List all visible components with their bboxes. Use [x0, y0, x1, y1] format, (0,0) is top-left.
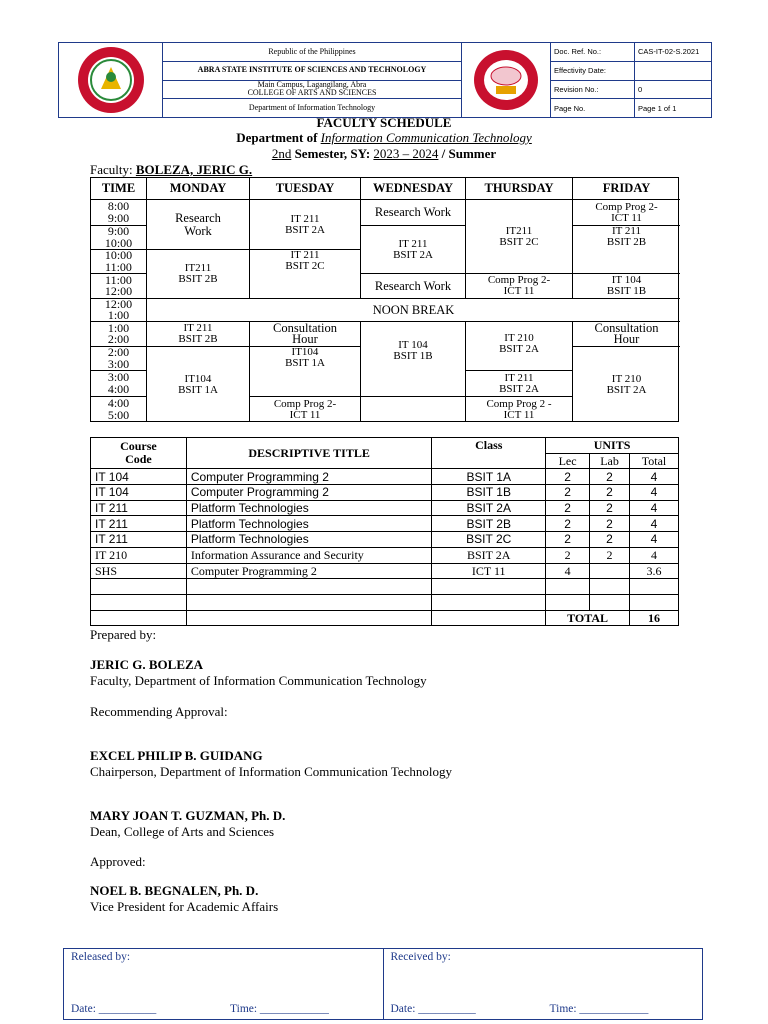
course-title: Platform Technologies: [186, 516, 432, 532]
time-slot: 8:00 9:00: [91, 200, 147, 226]
page-title: FACULTY SCHEDULE: [316, 115, 452, 130]
course-lec: 2: [546, 469, 590, 485]
thursday-comp-prog: Comp Prog 2- ICT 11: [466, 274, 573, 299]
course-lec: 2: [546, 516, 590, 532]
page-value: Page 1 of 1: [638, 103, 677, 113]
course-title: Computer Programming 2: [186, 563, 432, 579]
course-code: IT 210: [91, 547, 187, 563]
doc-ref-label: Doc. Ref. No.:: [551, 43, 635, 61]
total-value: 16: [630, 610, 679, 626]
document-header: [58, 42, 712, 118]
table-row-empty: [91, 579, 679, 595]
course-total: 4: [630, 547, 679, 563]
table-row: [91, 563, 679, 579]
time-slot: 9:00 10:00: [91, 226, 147, 250]
header-monday: MONDAY: [147, 178, 250, 200]
college-logo: [461, 43, 551, 117]
received-time: Time: ____________: [549, 1003, 649, 1015]
header-total: Total: [630, 453, 679, 469]
course-lec: 2: [546, 485, 590, 501]
course-total: 4: [630, 532, 679, 548]
released-time: Time: ____________: [230, 1003, 329, 1015]
faculty-name: BOLEZA, JERIC G.: [135, 162, 253, 177]
wednesday-research-pm: Research Work: [361, 274, 466, 299]
received-date: Date: __________: [390, 1003, 476, 1015]
header-department: Department of Information Technology: [248, 102, 376, 112]
vp-role: Vice President for Academic Affairs: [90, 899, 279, 914]
course-title: Computer Programming 2: [186, 485, 432, 501]
released-date: Date: __________: [71, 1003, 157, 1015]
course-lab: 2: [590, 500, 630, 516]
course-total: 3.6: [630, 563, 679, 579]
header-wednesday: WEDNESDAY: [361, 178, 466, 200]
course-title: Information Assurance and Security: [186, 547, 432, 563]
preparer-name-text: JERIC G. BOLEZA: [90, 657, 204, 672]
prepared-by-label: Prepared by:: [90, 627, 157, 642]
time-slot: 2:00 3:00: [91, 347, 147, 371]
time-slot: 12:00 1:00: [91, 299, 147, 322]
revision-label: Revision No.:: [551, 81, 635, 99]
course-total: 4: [630, 516, 679, 532]
chair-name-text: EXCEL PHILIP B. GUIDANG: [90, 748, 263, 763]
chair-name: [90, 748, 263, 764]
semester-line: [0, 146, 768, 162]
course-class: BSIT 2A: [432, 500, 546, 516]
header-units: UNITS: [546, 438, 679, 454]
course-lab: 2: [590, 516, 630, 532]
effectivity-label: Effectivity Date:: [551, 62, 635, 80]
course-total: 4: [630, 469, 679, 485]
semester-label: Semester, SY:: [294, 146, 371, 161]
course-code: IT 211: [91, 500, 187, 516]
wednesday-it211-2a: IT 211 BSIT 2A: [361, 226, 466, 274]
course-lec: 2: [546, 532, 590, 548]
tuesday-consultation: Consultation Hour: [250, 322, 361, 347]
course-lab: [590, 563, 630, 579]
tuesday-comp-prog: Comp Prog 2- ICT 11: [250, 397, 361, 422]
course-lec: 2: [546, 500, 590, 516]
course-title: Platform Technologies: [186, 532, 432, 548]
table-row: [91, 485, 679, 501]
recommending-label: Recommending Approval:: [90, 704, 228, 719]
table-row: [91, 532, 679, 548]
header-institution: ABRA STATE INSTITUTE OF SCIENCES AND TECHNOLOGY: [163, 62, 461, 81]
course-code: IT 211: [91, 516, 187, 532]
received-by-label: Received by:: [390, 951, 451, 963]
tuesday-it211-2a: IT 211 BSIT 2A: [250, 200, 361, 250]
monday-it211-2b: IT211 BSIT 2B: [147, 250, 250, 299]
monday-research-work: Research Work: [147, 200, 250, 250]
doc-ref-value: CAS-IT-02-S.2021: [638, 47, 700, 57]
course-title: Platform Technologies: [186, 500, 432, 516]
chair-role: Chairperson, Department of Information Communication Technology: [90, 764, 453, 779]
time-slot: 4:00 5:00: [91, 397, 147, 422]
dept-name: Information Communication Technology: [320, 130, 532, 145]
course-class: BSIT 2C: [432, 532, 546, 548]
header-republic: Republic of the Philippines: [163, 43, 461, 62]
effectivity-value: [635, 62, 711, 80]
school-year: 2023 – 2024: [373, 146, 439, 161]
total-label: TOTAL: [546, 610, 630, 626]
schedule-grid: [90, 177, 679, 422]
header-time: TIME: [91, 178, 147, 200]
time-slot: 1:00 2:00: [91, 322, 147, 347]
revision-value: 0: [638, 84, 643, 94]
course-class: BSIT 1A: [432, 469, 546, 485]
wednesday-research-am: Research Work: [361, 200, 466, 226]
table-row-total: [91, 610, 679, 626]
semester-value: 2nd: [271, 146, 292, 161]
monday-it211-2b-pm: IT 211 BSIT 2B: [147, 322, 250, 347]
dean-name: [90, 808, 285, 824]
department-title: [0, 130, 768, 146]
course-code: SHS: [91, 563, 187, 579]
table-row: [91, 516, 679, 532]
released-by-cell: [64, 949, 384, 1019]
course-class: ICT 11: [432, 563, 546, 579]
course-code: IT 104: [91, 469, 187, 485]
header-friday: FRIDAY: [573, 178, 680, 200]
header-descriptive-title: DESCRIPTIVE TITLE: [186, 438, 432, 469]
course-lec: 4: [546, 563, 590, 579]
header-lec: Lec: [546, 453, 590, 469]
header-course-code: Course Code: [91, 438, 187, 469]
thursday-it211-2c: IT211 BSIT 2C: [466, 200, 573, 274]
course-total: 4: [630, 485, 679, 501]
cas-seal-icon: [472, 48, 540, 112]
course-lec: 2: [546, 547, 590, 563]
received-by-cell: [384, 949, 703, 1019]
header-class: Class: [432, 438, 546, 469]
friday-it211-2b: IT 211 BSIT 2B: [573, 226, 680, 274]
table-row: [91, 469, 679, 485]
page-label: Page No.: [551, 99, 635, 117]
course-title: Computer Programming 2: [186, 469, 432, 485]
friday-it104-1b: IT 104 BSIT 1B: [573, 274, 680, 299]
asist-seal-icon: [72, 45, 150, 115]
wednesday-it104-1b: IT 104 BSIT 1B: [361, 322, 466, 397]
header-thursday: THURSDAY: [466, 178, 573, 200]
vp-name-text: NOEL B. BEGNALEN, Ph. D.: [90, 883, 259, 898]
course-class: BSIT 1B: [432, 485, 546, 501]
time-slot: 11:00 12:00: [91, 274, 147, 299]
course-code: IT 211: [91, 532, 187, 548]
course-lab: 2: [590, 547, 630, 563]
approved-label: Approved:: [90, 854, 146, 869]
noon-break: NOON BREAK: [147, 299, 680, 322]
dean-name-text: MARY JOAN T. GUZMAN, Ph. D.: [90, 808, 286, 823]
table-row: [91, 547, 679, 563]
release-receipt-box: [63, 948, 703, 1020]
friday-comp-prog: Comp Prog 2- ICT 11: [573, 200, 680, 226]
institution-logo: [59, 43, 163, 117]
header-campus: [163, 81, 461, 100]
dean-role: Dean, College of Arts and Sciences: [90, 824, 275, 839]
header-campus-text: Main Campus, Lagangilang, Abra: [257, 79, 367, 89]
preparer-name: [90, 657, 203, 673]
wednesday-empty: [361, 397, 466, 422]
tuesday-it211-2c: IT 211 BSIT 2C: [250, 250, 361, 299]
friday-consultation: Consultation Hour: [573, 322, 680, 347]
header-tuesday: TUESDAY: [250, 178, 361, 200]
course-total: 4: [630, 500, 679, 516]
monday-it104-1a: IT104 BSIT 1A: [147, 347, 250, 422]
thursday-comp-prog-pm: Comp Prog 2 - ICT 11: [466, 397, 573, 422]
table-row-empty: [91, 594, 679, 610]
table-row: [91, 500, 679, 516]
course-class: BSIT 2A: [432, 547, 546, 563]
course-table: [90, 437, 679, 626]
faculty-label: Faculty:: [90, 162, 133, 177]
header-college-text: COLLEGE OF ARTS AND SCIENCES: [247, 88, 377, 98]
time-slot: 10:00 11:00: [91, 250, 147, 274]
course-lab: 2: [590, 469, 630, 485]
course-lab: 2: [590, 485, 630, 501]
header-lab: Lab: [590, 453, 630, 469]
dept-prefix: Department of: [236, 130, 318, 145]
time-slot: 3:00 4:00: [91, 371, 147, 397]
document-meta: [551, 43, 711, 117]
course-class: BSIT 2B: [432, 516, 546, 532]
course-code: IT 104: [91, 485, 187, 501]
friday-it210-2a: IT 210 BSIT 2A: [606, 372, 647, 396]
course-lab: 2: [590, 532, 630, 548]
released-by-label: Released by:: [71, 951, 131, 963]
thursday-it210-2a: IT 210 BSIT 2A: [466, 322, 573, 371]
thursday-it211-2a: IT 211 BSIT 2A: [466, 371, 573, 397]
summer-label: / Summer: [441, 146, 497, 161]
faculty-line: [90, 162, 252, 178]
vp-name: [90, 883, 258, 899]
tuesday-it104-1a: IT104 BSIT 1A: [250, 347, 361, 397]
preparer-role: Faculty, Department of Information Communication Technology: [90, 673, 427, 688]
